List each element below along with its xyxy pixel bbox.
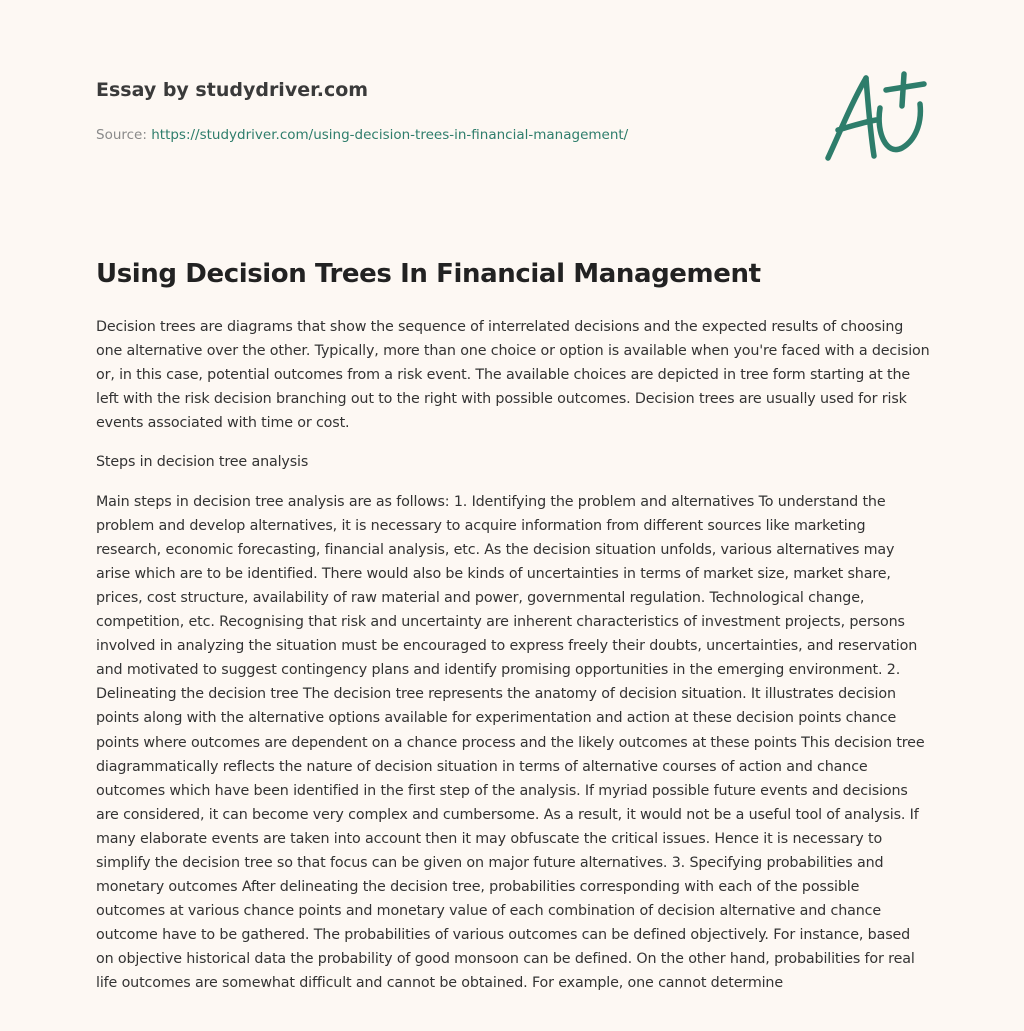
brand-title: Essay by studydriver.com [96,79,369,101]
paragraph: Decision trees are diagrams that show the sequence of interrelated decisions and the expected results of choosing one alternative over the other. Typically, more than one choice or option is available when you're faced with a decision or, in this case, potential outcomes from a risk event. The available choices are depicted in tree form starting at the left with the risk decision branching out to the right with possible outcomes. Decision trees are usually used for risk events associated with time or cost. [96,319,930,432]
essay-header [96,76,796,145]
page-title: Using Decision Trees In Financial Management [96,259,761,289]
paragraph: Main steps in decision tree analysis are as follows: 1. Identifying the problem and alternatives To understand the problem and develop alternatives, it is necessary to acquire information from different sources like marketing research, economic forecasting, financial analysis, etc. As the decision situation unfolds, various alternatives may arise which are to be identified. There would also be kinds of uncertainties in terms of market size, market share, prices, cost structure, availability of raw material and power, governmental regulation. Technological change, competition, etc. Recognising that risk and uncertainty are inherent characteristics of investment projects, persons involved in analyzing the situation must be encouraged to express freely their doubts, uncertainties, and reservation and motivated to suggest contingency plans and identify promising opportunities in the emerging environment. 2. Delineating the decision tree The decision tree represents the anatomy of decision situation. It illustrates decision points along with the alternative options available for experimentation and action at these decision points chance points where outcomes are dependent on a chance process and the likely outcomes at these points This decision tree diagrammatically reflects the nature of decision situation in terms of alternative courses of action and chance outcomes which have been identified in the first step of the analysis. If myriad possible future events and decisions are considered, it can become very complex and cumbersome. As a result, it would not be a useful tool of analysis. If many elaborate events are taken into account then it may obfuscate the critical issues. Hence it is necessary to simplify the decision tree so that focus can be given on major future alternatives. 3. Specifying probabilities and monetary outcomes After delineating the decision tree, probabilities corresponding with each of the possible outcomes at various chance points and monetary value of each combination of decision alternative and chance outcome have to be gathered. The probabilities of various outcomes can be defined objectively. For instance, based on objective historical data the probability of good monsoon can be defined. On the other hand, probabilities for real life outcomes are somewhat difficult and cannot be obtained. For example, one cannot determine [96,493,925,992]
a-plus-logo-icon [822,70,930,166]
source-label: Source: [96,127,147,143]
essay-body [96,315,930,1011]
section-heading: Steps in decision tree analysis [96,454,309,471]
source-link[interactable]: https://studydriver.com/using-decision-trees-in-financial-management/ [151,127,629,143]
source-line [96,125,796,145]
